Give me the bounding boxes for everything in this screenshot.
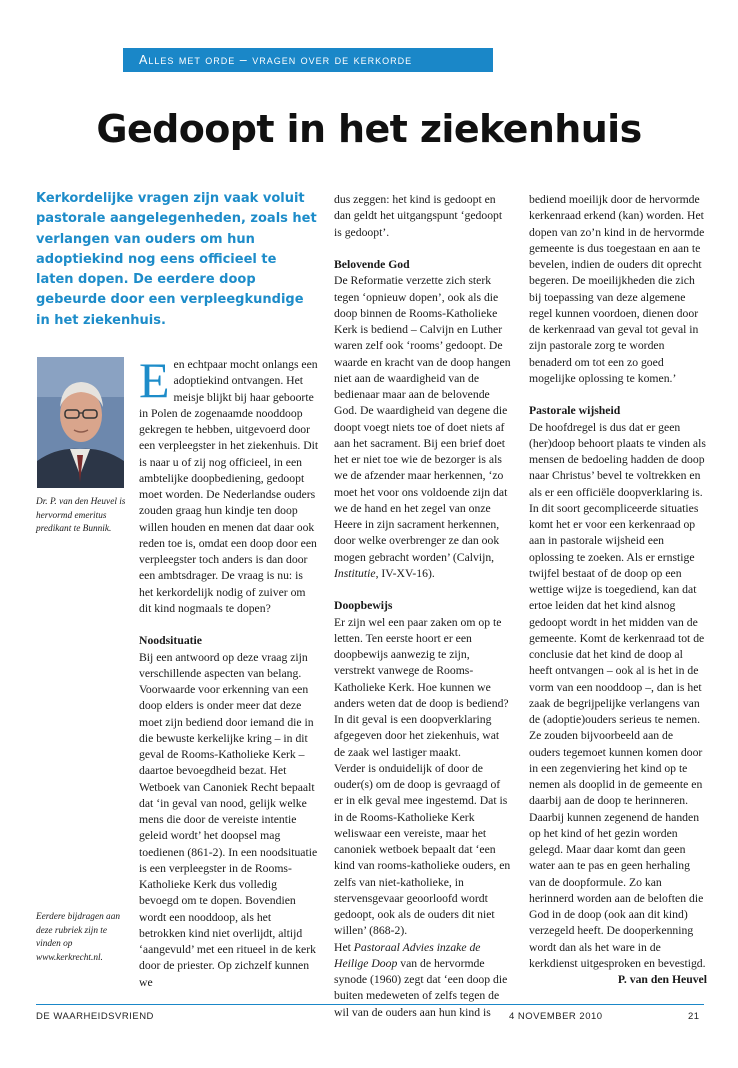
footer-rule — [36, 1004, 704, 1005]
author-photo — [37, 357, 124, 488]
article-title: Gedoopt in het ziekenhuis — [96, 107, 642, 151]
page-number: 21 — [688, 1011, 700, 1022]
subheading-pastorale-wijsheid: Pastorale wijsheid — [529, 404, 621, 418]
body-paragraph: dus zeggen: het kind is gedoopt en dan geldt het uitgangspunt ‘gedoopt is gedoopt’. — [334, 193, 503, 239]
body-paragraph: De Reformatie verzette zich sterk tegen ‘opnieuw dopen’, ook als die doop binnen de Rooms-Katholieke Kerk is bediend – Calvijn en Luther waren zelf ook ‘rooms’ gedoopt. De waarde en kracht van de doop hangen niet aan de waardigheid van de bedienaar maar aan de belovende God. De waardigheid van degene die doopt voegt niets toe of doet niets af aan het sacrament. Bij een brief doet het er niet toe wie de bezorger is als we de afzender maar herkennen, ‘zo moet het voor ons voldoende zijn dat we de hand en het zegel van onze Heere in zijn sacrament herkennen, door welke overbrenger ze dan ook mogen gebracht worden’ (Calvijn, Institutie, IV-XV-16). — [334, 274, 511, 580]
subheading-doopbewijs: Doopbewijs — [334, 599, 393, 613]
subheading-noodsituatie: Noodsituatie — [139, 634, 202, 648]
body-paragraph: Er zijn wel een paar zaken om op te letten. Ten eerste hoort er een doopbewijs aanwezig te zijn, verstrekt vanwege de Rooms-Katholieke Kerk. Hoe kunnen we anders weten dat de doop is bediend? In dit geval is een doopverklaring afgegeven door het ziekenhuis, wat de zaak wel lastiger maakt. — [334, 615, 509, 759]
body-paragraph: Bij een antwoord op deze vraag zijn verschillende aspecten van belang. Voorwaarde voor erkenning van een doop elders is onder meer dat deze moet zijn bediend door iemand die in die bewuste kerkelijke kring – in dit geval de Rooms-Katholieke Kerk – daartoe bevoegdheid bezat. Het Wetboek van Canoniek Recht bepaalt dat ‘in geval van nood, gelijk welke mens die door de vereiste intentie geleid wordt’ het doopsel mag toedienen (861-2). In een noodsituatie is een verpleegster in de Rooms-Katholieke Kerk dus volledig bevoegd om te dopen. Bovendien wordt een nooddoop, als het betrokken kind niet overlijdt, altijd ‘aangevuld’ met een ritueel in de kerk door de priester. Op zichzelf kunnen we — [139, 650, 318, 989]
footer-publication: DE WAARHEIDSVRIEND — [36, 1011, 154, 1022]
subheading-belovende-god: Belovende God — [334, 258, 410, 271]
footer-date: 4 NOVEMBER 2010 — [509, 1011, 603, 1022]
article-intro: Kerkordelijke vragen zijn vaak voluit pastorale aangelegenheden, zoals het verlangen van ouders om hun adoptiekind nog eens officieel te laten dopen. De eerdere doop gebeurde door een verpleegkundige in het ziekenhuis. — [36, 191, 317, 328]
article-column-2 — [334, 192, 512, 1021]
body-paragraph: Het Pastoraal Advies inzake de Heilige Doop van de hervormde synode (1960) zegt dat ‘een doop die buiten medeweten of zelfs tegen de wil van de ouders aan hun kind is — [334, 940, 508, 1019]
article-column-1 — [139, 352, 319, 991]
article-column-3 — [529, 192, 707, 988]
body-paragraph: De hoofdregel is dus dat er geen (her)doop behoort plaats te vinden als mensen de bedoeling hadden de doop naar Christus’ bevel te voltrekken en als er een officiële doopverklaring is. In dit soort gecompliceerde situaties komt het er voor een kerkenraad op aan in pastorale wijsheid een oplossing te zoeken. Als er ernstige twijfel bestaat of de doop op een wettige wijze is toegediend, kan dat ertoe leiden dat het kind alsnog gedoopt wordt in het midden van de gemeente. Komt de kerkenraad tot de conclusie dat het kind de doop al heeft ontvangen – ook al is het in de vorm van een nooddoop –, dan is het zaak de begrijpelijke verlangens van de (adoptie)ouders serieus te nemen. Ze zouden bijvoorbeeld aan de ouders tegemoet kunnen komen door in een zegenviering het kind op te nemen als dooplid in de gemeente en daarbij aan de doop te herinneren. Daarbij kunnen zegenend de handen op het kind of het gezin worden gelegd. Maar daar komt dan geen water aan te pas en geen herhaling van de doopformule. Zo kan herinnerd worden aan de beloften die God in de doop (ook aan dit kind) verzegeld heeft. De dooperkenning wordt dan als het ware in de kerkdienst uitgesproken en bevestigd. — [529, 420, 706, 970]
body-paragraph: bediend moeilijk door de hervormde kerkenraad erkend (kan) worden. Het dopen van zo’n kind in de hervormde gemeente is dus toegestaan en aan te bevelen, indien de ouders dit oprecht begeren. De moeilijkheden die zich bij toepassing van deze algemene regel kunnen voordoen, dienen door de kerkenraad van geval tot geval in zijn pastorale zorg te worden benaderd om tot een zo goed mogelijke oplossing te komen.’ — [529, 193, 705, 385]
body-paragraph: Verder is onduidelijk of door de ouder(s) om de doop is gevraagd of er in elk geval mee ingestemd. Dat is in de Rooms-Katholieke Kerk weliswaar een vereiste, maar het canoniek wetboek bepaalt dat ‘een kind van rooms-katholieke ouders, en zelfs van niet-katholieke, in stervensgevaar geoorloofd wordt gedoopt, ook als de ouders dit niet willen’ (868-2). — [334, 761, 511, 938]
opening-paragraph: Een echtpaar mocht onlangs een adoptiekind ontvangen. Het meisje blijkt bij haar geboorte in Polen de zogenaamde nooddoop gekregen te hebben, uitgevoerd door een verpleegster in het ziekenhuis. Dit is naar u of zij nog officieel, in een ambtelijke doopbediening, gedoopt moet worden. De Nederlandse ouders zouden graag hun kindje ten doop willen houden en menen dat daar ook reden toe is, omdat een doop door een verpleegster toch anders is dan door een ambtsdrager. De vraag is nu: is het kerkordelijk nodig of zuiver om dit kind nogmaals te dopen? — [139, 352, 319, 615]
contribution-note: Eerdere bijdragen aan deze rubriek zijn te vinden op www.kerkrecht.nl. — [36, 912, 120, 963]
photo-caption: Dr. P. van den Heuvel is hervormd emeritus predikant te Bunnik. — [36, 497, 126, 535]
section-banner: Alles met orde – vragen over de kerkorde — [123, 48, 493, 72]
author-signature: P. van den Heuvel — [617, 973, 707, 986]
drop-cap: E — [139, 352, 170, 408]
